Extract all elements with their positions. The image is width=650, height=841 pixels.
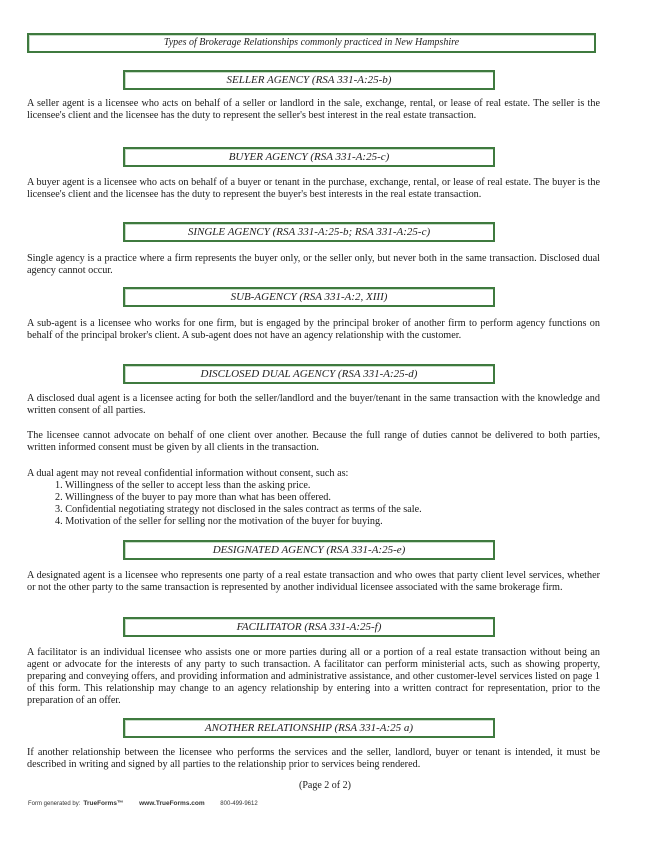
- section-heading-facilitator: FACILITATOR (RSA 331-A:25-f): [123, 617, 495, 637]
- section-heading-another-relationship: ANOTHER RELATIONSHIP (RSA 331-A:25 a): [123, 718, 495, 738]
- form-footer: [28, 800, 272, 807]
- document-title: Types of Brokerage Relationships commonly practiced in New Hampshire: [27, 33, 596, 53]
- single-agency-text: Single agency is a practice where a firm represents the buyer only, or the seller only, but never both in the same transaction. Disclosed dual agency cannot occur.: [27, 253, 600, 277]
- section-heading-disclosed-dual-agency: DISCLOSED DUAL AGENCY (RSA 331-A:25-d): [123, 364, 495, 384]
- dual-agency-text-3: A dual agent may not reveal confidential information without consent, such as:: [27, 468, 349, 479]
- section-heading-designated-agency: DESIGNATED AGENCY (RSA 331-A:25-e): [123, 540, 495, 560]
- section-heading-single-agency: SINGLE AGENCY (RSA 331-A:25-b; RSA 331-A:25-c): [123, 222, 495, 242]
- list-item: 3. Confidential negotiating strategy not disclosed in the sales contract as terms of the sale.: [55, 504, 422, 516]
- dual-agency-text-1: A disclosed dual agent is a licensee acting for both the seller/landlord and the buyer/tenant in the same transaction with the knowledge and written consent of all parties.: [27, 393, 600, 417]
- brand-name: TrueForms™: [83, 800, 124, 807]
- section-heading-sub-agency: SUB-AGENCY (RSA 331-A:2, XIII): [123, 287, 495, 307]
- facilitator-text: A facilitator is an individual licensee who assists one or more parties during all or a portion of a real estate transaction without being an agent or advocate for the interests of any party to such transaction. A facilitator can perform ministerial acts, such as showing property, preparing and conveying offers, and providing information and administrative assistance, and other customer-level services listed on page 1 of this form. This relationship may change to an agency relationship by entering into a written contract for representation, prior to the preparation of an offer.: [27, 647, 600, 707]
- confidential-info-list: [55, 480, 600, 528]
- list-item: 4. Motivation of the seller for selling nor the motivation of the buyer for buying.: [55, 516, 383, 528]
- section-heading-seller-agency: SELLER AGENCY (RSA 331-A:25-b): [123, 70, 495, 90]
- sub-agency-text: A sub-agent is a licensee who works for one firm, but is engaged by the principal broker of another firm to perform agency functions on behalf of the principal broker's client. A sub-agent does not have an agency relationship with the customer.: [27, 318, 600, 342]
- buyer-agency-text: A buyer agent is a licensee who acts on behalf of a buyer or tenant in the purchase, exchange, rental, or lease of real estate. The buyer is the licensee's client and the licensee has the duty to represent the buyer's best interests in the real estate transaction.: [27, 177, 600, 201]
- another-relationship-text: If another relationship between the licensee who performs the services and the seller, landlord, buyer or tenant is intended, it must be described in writing and signed by all parties to the relationship prior to services being rendered.: [27, 747, 600, 771]
- section-heading-buyer-agency: BUYER AGENCY (RSA 331-A:25-c): [123, 147, 495, 167]
- page-number: (Page 2 of 2): [299, 780, 351, 791]
- website-link[interactable]: www.TrueForms.com: [139, 800, 205, 807]
- list-item: 1. Willingness of the seller to accept less than the asking price.: [55, 480, 311, 491]
- phone-number: 800-499-9612: [220, 801, 258, 807]
- seller-agency-text: A seller agent is a licensee who acts on behalf of a seller or landlord in the sale, exchange, rental, or lease of real estate. The seller is the licensee's client and the licensee has the duty to represent the seller's best interest in the real estate transaction.: [27, 98, 600, 122]
- dual-agency-text-2: The licensee cannot advocate on behalf of one client over another. Because the full range of duties cannot be delivered to both parties, written informed consent must be given by all clients in the transaction.: [27, 430, 600, 454]
- designated-agency-text: A designated agent is a licensee who represents one party of a real estate transaction and who owes that party client level services, whether or not the other party to the same transaction is represented by another individual licensee associated with the same brokerage firm.: [27, 570, 600, 594]
- generated-by-label: Form generated by: TrueForms™: [28, 800, 124, 807]
- list-item: 2. Willingness of the buyer to pay more than what has been offered.: [55, 492, 331, 504]
